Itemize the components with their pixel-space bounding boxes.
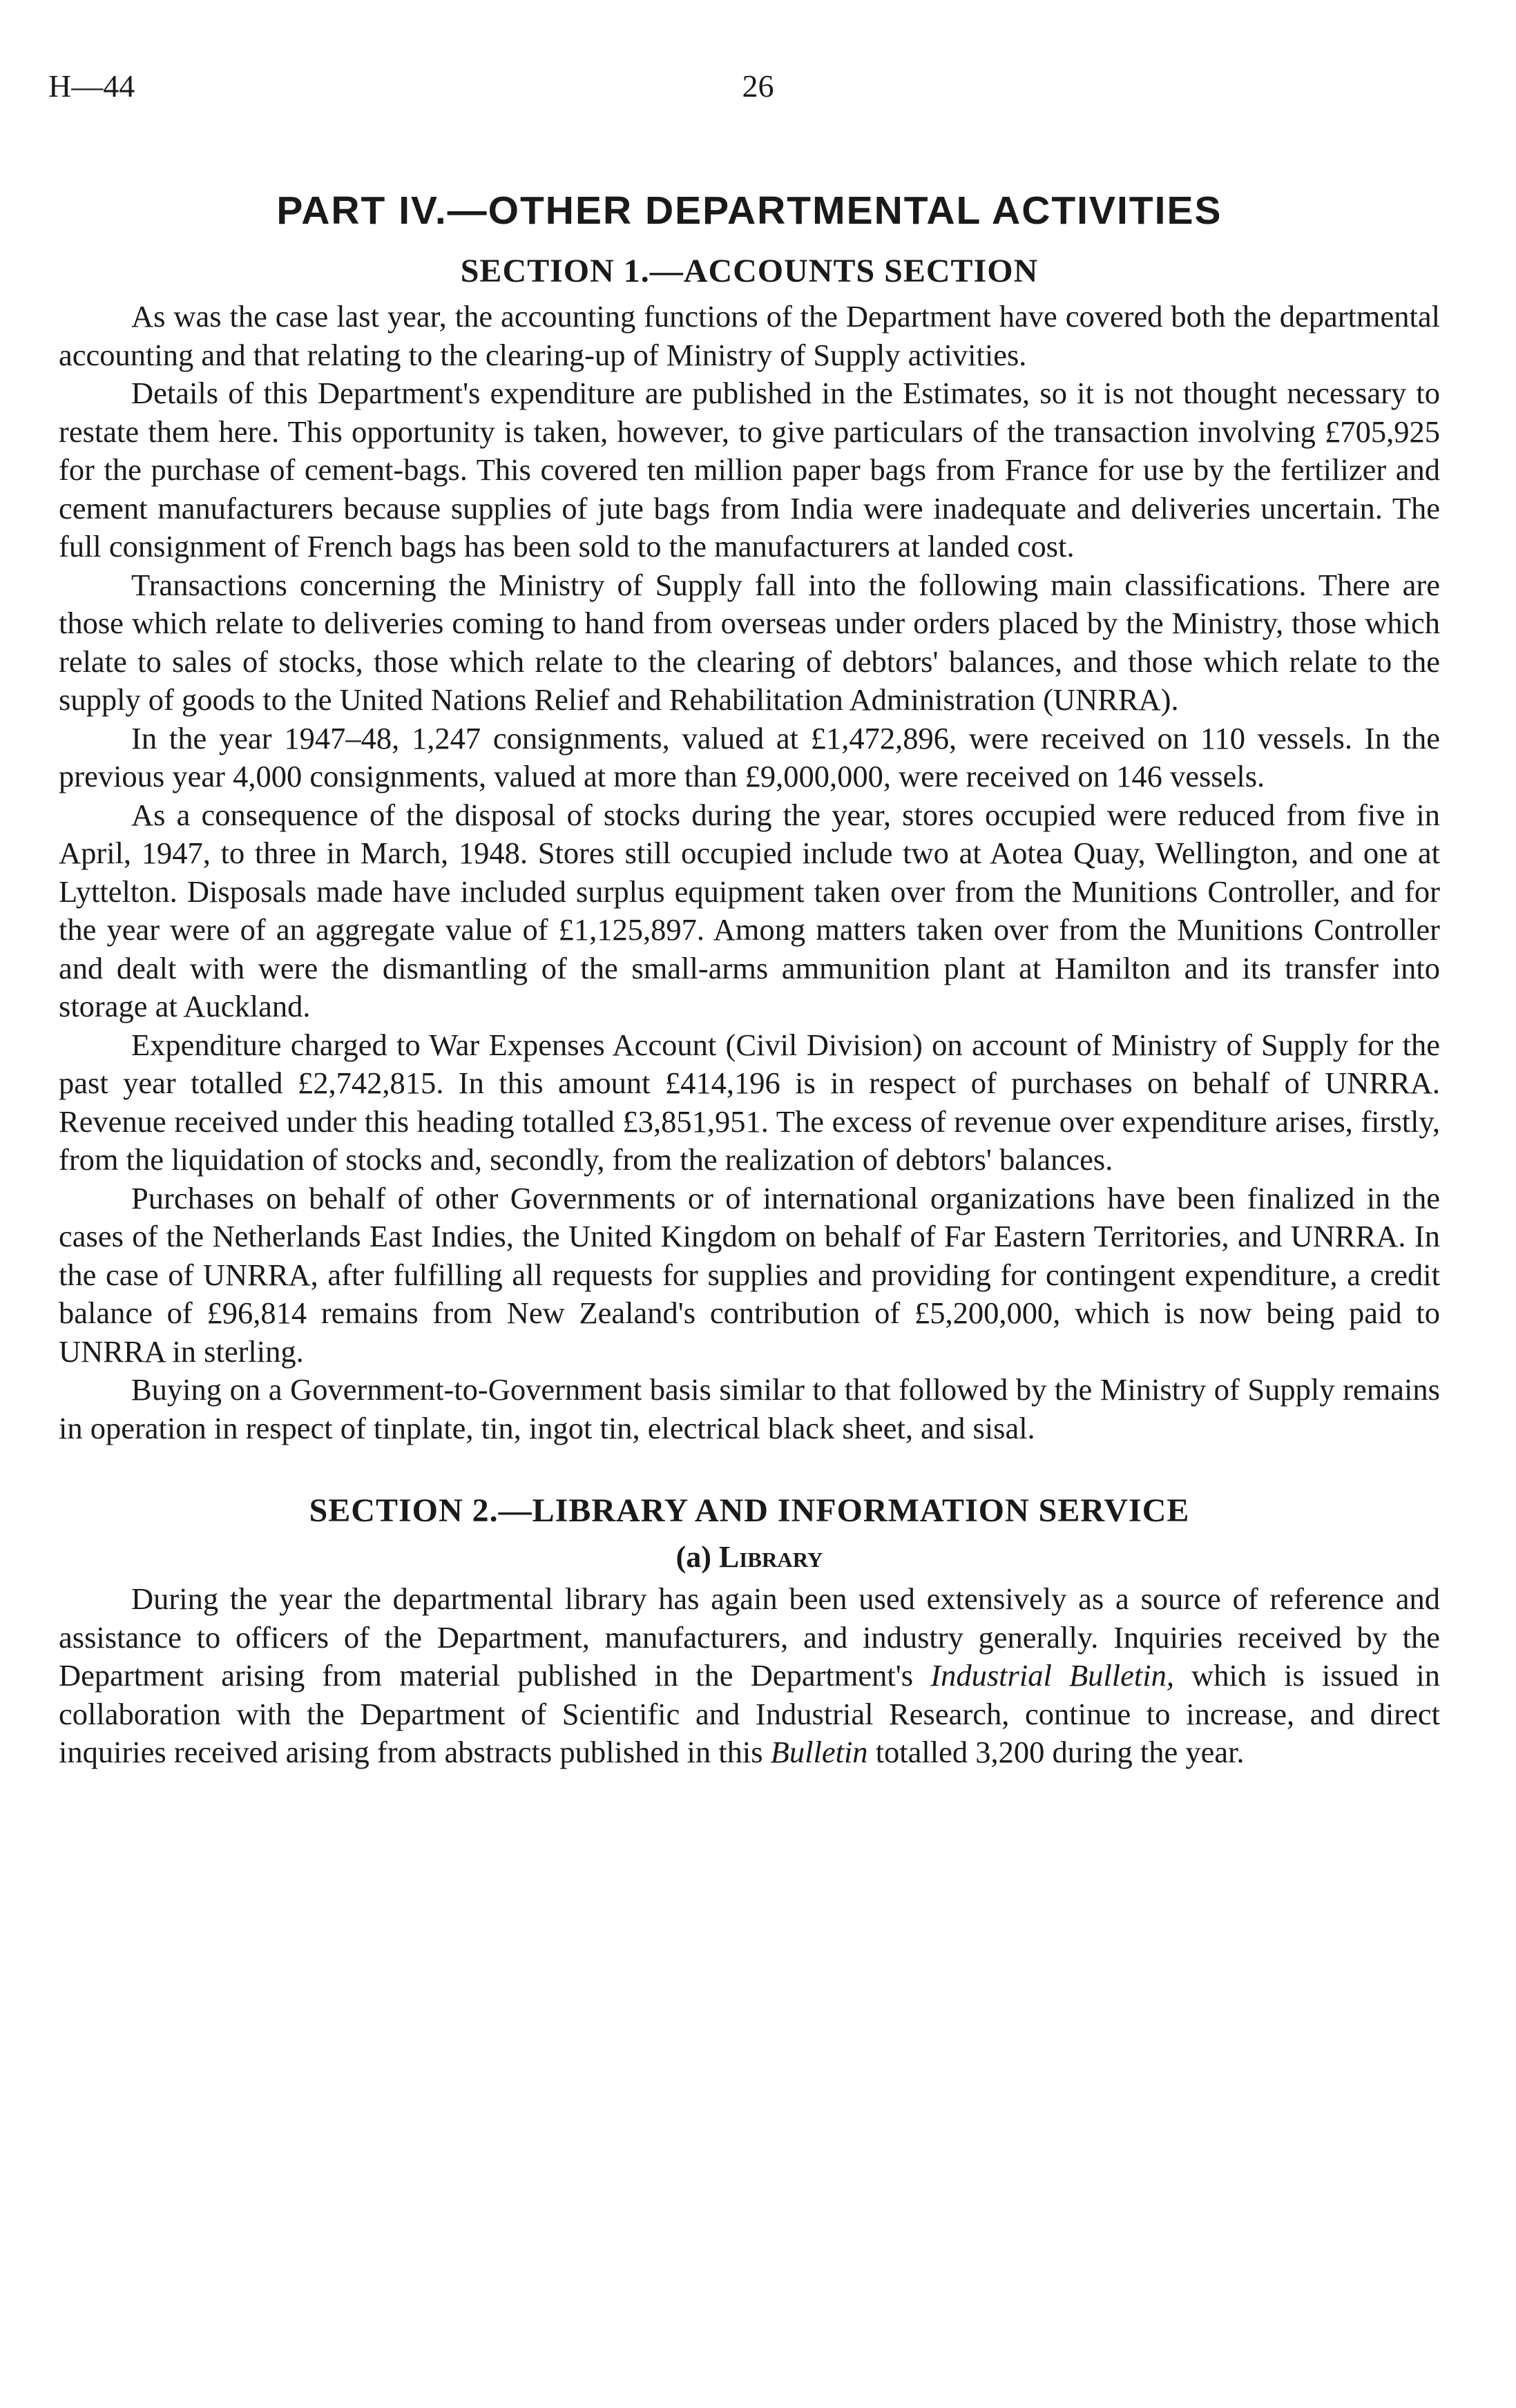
part-title: PART IV.—OTHER DEPARTMENTAL ACTIVITIES: [276, 189, 1222, 233]
paragraph: As a consequence of the disposal of stocks during the year, stores occupied were reduced from five in April, 1947, to three in March, 1948. Stores still occupied include two at Aotea Quay, Wellington, and one at Lyttelton. Disposals made have included surplus equipment taken over from the Munitions Controller, and for the year were of an aggregate value of £1,125,897. Among matters taken over from the Munitions Controller and dealt with were the dismantling of the small-arms ammunition plant at Hamilton and its transfer into storage at Auckland.: [59, 797, 1440, 1023]
library-text-2: which is issued in collaboration with the Department of Scientific and Industrial Research, continue to increase, and direct inquiries received arising from abstracts published in this: [59, 1658, 1440, 1769]
paragraph: In the year 1947–48, 1,247 consignments, valued at £1,472,896, were received on 110 vessels. In the previous year 4,000 consignments, valued at more than £9,000,000, were received on 146 vessels.: [59, 720, 1440, 793]
page-number: 26: [742, 68, 774, 104]
document-reference: H—44: [48, 68, 135, 104]
section-1-body: [59, 298, 1440, 1447]
paragraph: Details of this Department's expenditure are published in the Estimates, so it is not thought necessary to restate them here. This opportunity is taken, however, to give particulars of the transaction involving £705,925 for the purchase of cement-bags. This covered ten million paper bags from France for use by the fertilizer and cement manufacturers because supplies of jute bags from India were inadequate and deliveries uncertain. The full consignment of French bags has been sold to the manufacturers at landed cost.: [59, 376, 1440, 564]
library-text-3: totalled 3,200 during the year.: [867, 1735, 1245, 1769]
library-paragraph: [59, 1580, 1440, 1772]
page-content: [59, 183, 1440, 1772]
subsection-marker: (a): [675, 1540, 711, 1574]
subsection-name: Library: [718, 1540, 823, 1574]
section-2-title: SECTION 2.—LIBRARY AND INFORMATION SERVICE: [309, 1492, 1190, 1529]
paragraph: Transactions concerning the Ministry of Supply fall into the following main classifications. There are those which relate to deliveries coming to hand from overseas under orders placed by the Ministry, those which relate to sales of stocks, those which relate to the clearing of debtors' balances, and those which relate to the supply of goods to the United Nations Relief and Rehabilitation Administration (UNRRA).: [59, 567, 1440, 717]
paragraph: Buying on a Government-to-Government basis similar to that followed by the Ministry of Supply remains in operation in respect of tinplate, tin, ingot tin, electrical black sheet, and sisal.: [59, 1372, 1440, 1445]
industrial-bulletin-title: Industrial Bulletin,: [930, 1658, 1174, 1693]
bulletin-title: Bulletin: [770, 1735, 868, 1769]
library-text-1: During the year the departmental library has again been used extensively as a source of reference and assistance to officers of the Department, manufacturers, and industry generally. Inquiries received by the Department arising from material published in the Department's: [59, 1581, 1440, 1693]
section-1-title: SECTION 1.—ACCOUNTS SECTION: [460, 253, 1039, 289]
paragraph: Expenditure charged to War Expenses Account (Civil Division) on account of Ministry of Supply for the past year totalled £2,742,815. In this amount £414,196 is in respect of purchases on behalf of UNRRA. Revenue received under this heading totalled £3,851,951. The excess of revenue over expenditure arises, firstly, from the liquidation of stocks and, secondly, from the realization of debtors' balances.: [59, 1027, 1440, 1177]
subsection-library-title: [59, 1537, 1440, 1577]
paragraph: As was the case last year, the accounting functions of the Department have covered both the departmental accounting and that relating to the clearing-up of Ministry of Supply activities.: [59, 299, 1440, 372]
paragraph: Purchases on behalf of other Governments or of international organizations have been finalized in the cases of the Netherlands East Indies, the United Kingdom on behalf of Far Eastern Territories, and UNRRA. In the case of UNRRA, after fulfilling all requests for supplies and providing for contingent expenditure, a credit balance of £96,814 remains from New Zealand's contribution of £5,200,000, which is now being paid to UNRRA in sterling.: [59, 1180, 1440, 1369]
